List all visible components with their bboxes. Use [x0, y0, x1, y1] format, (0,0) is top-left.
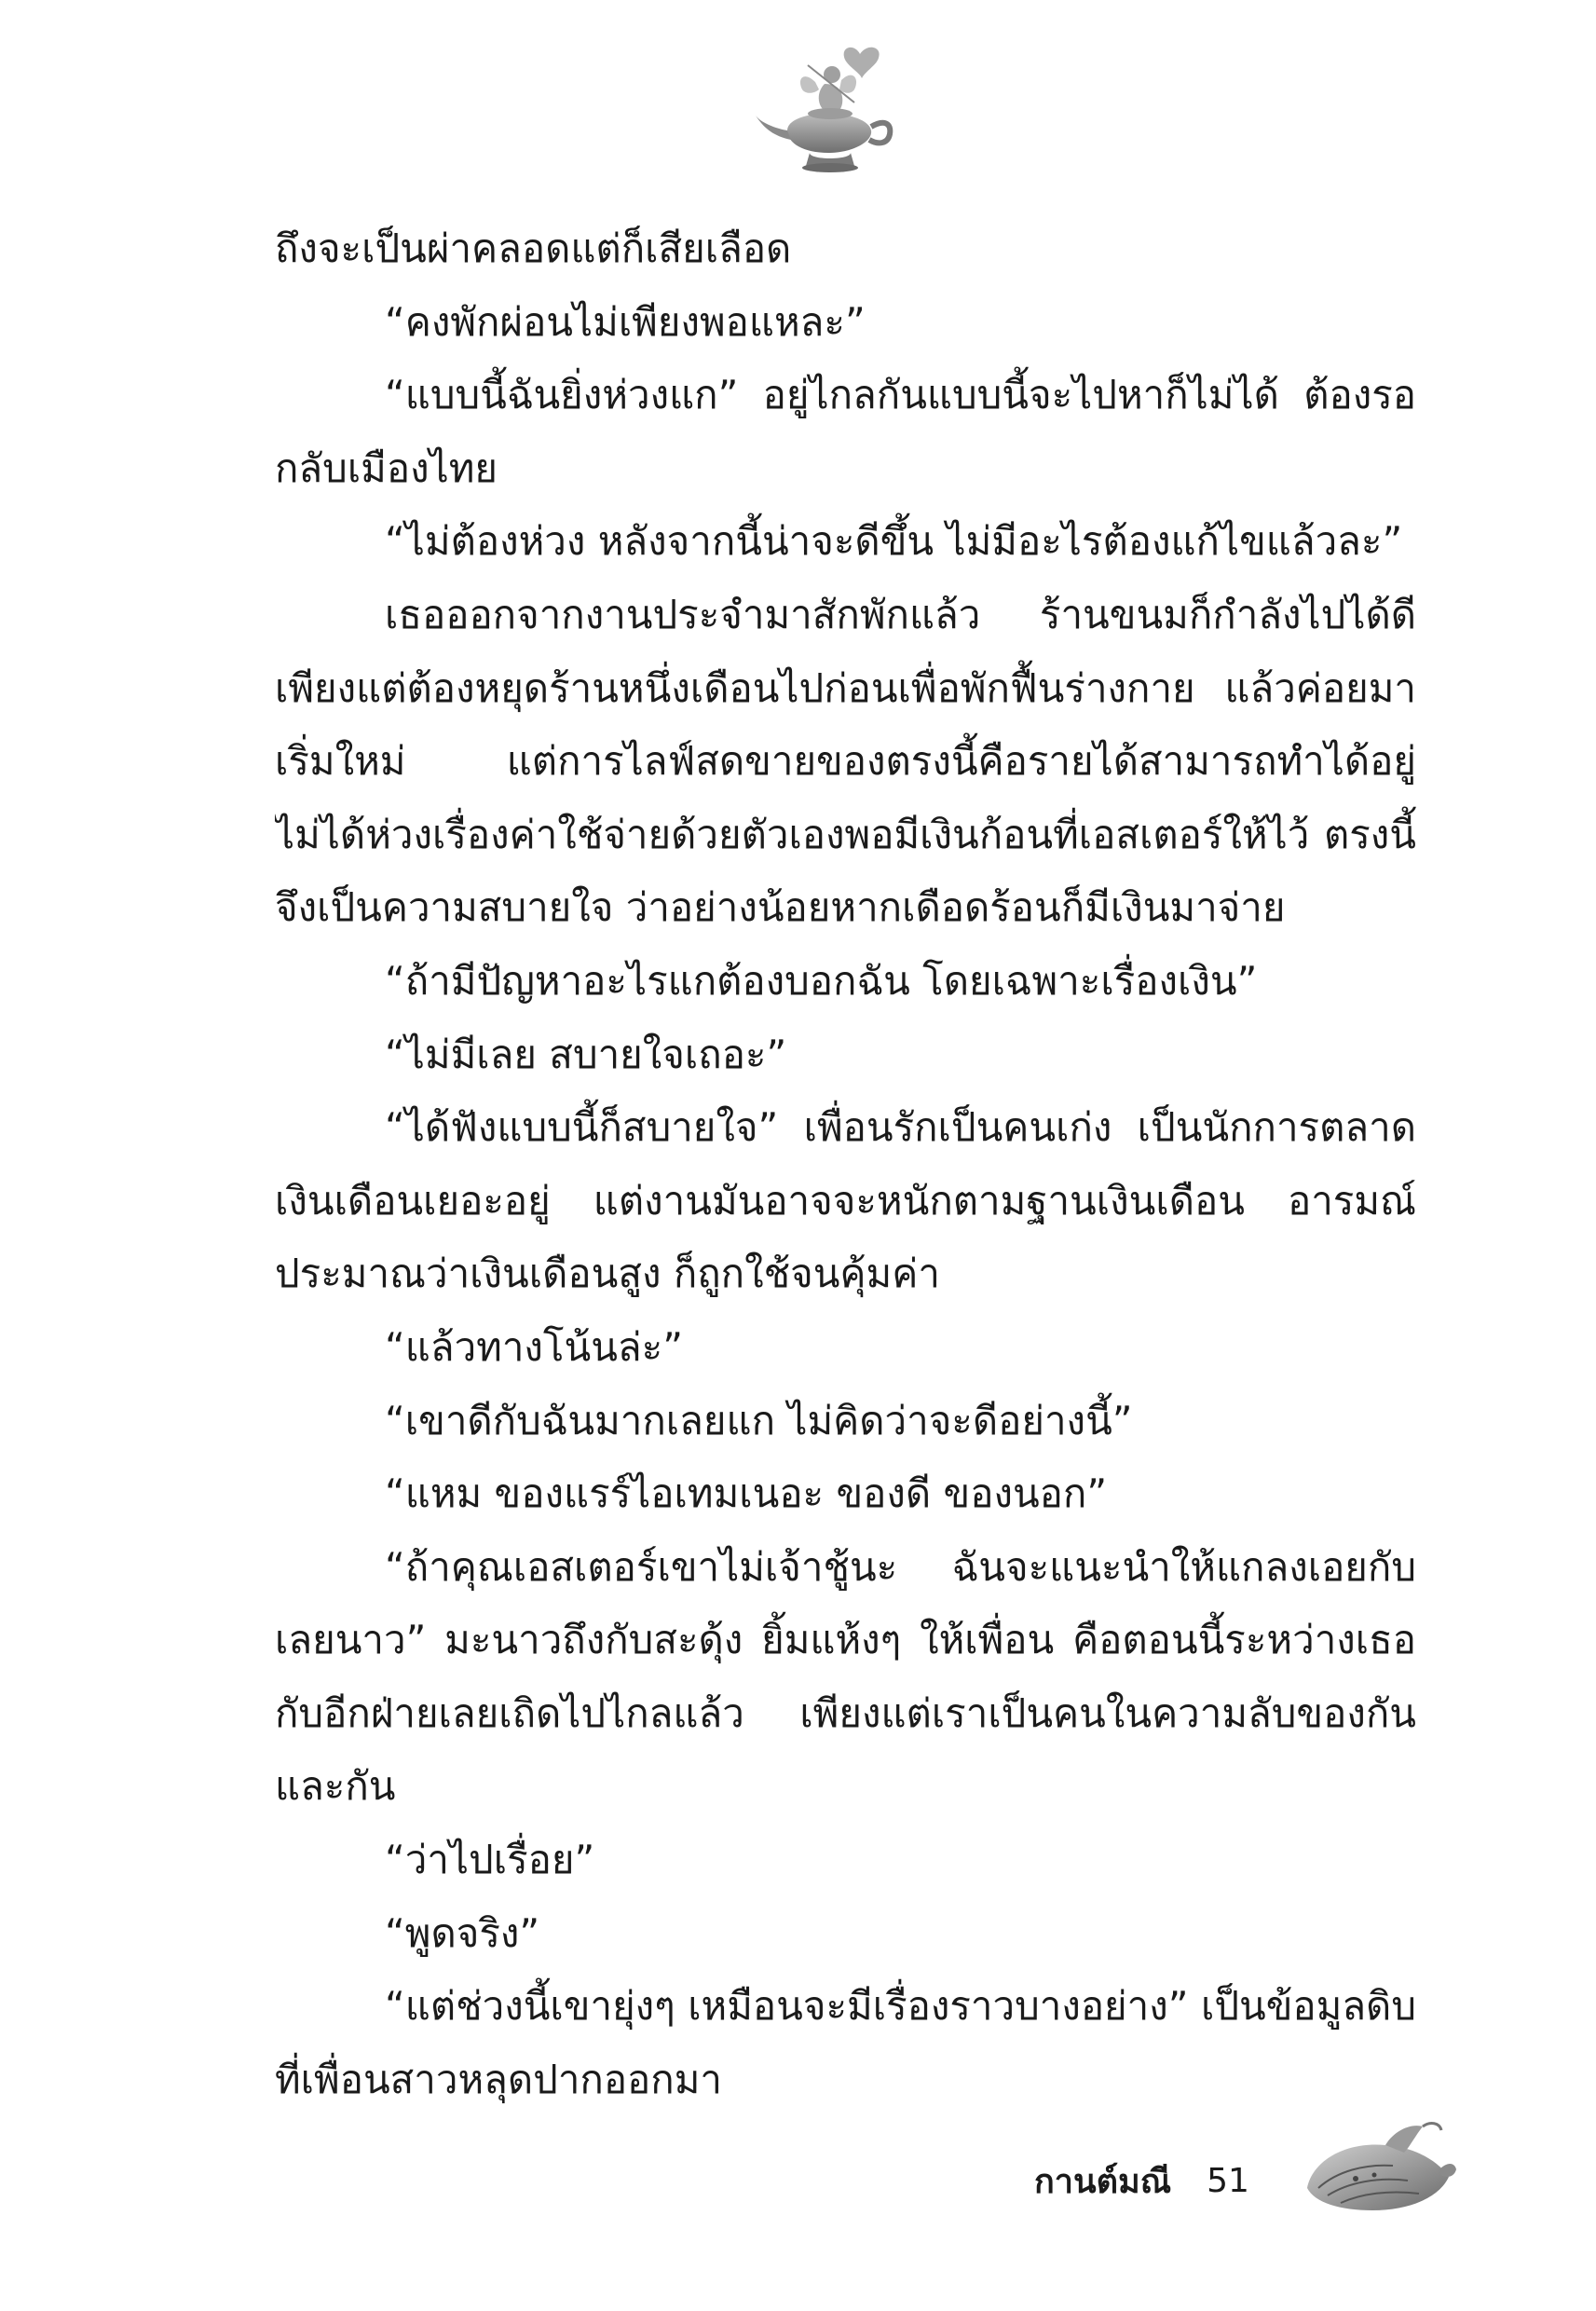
- book-title: กานต์มณี: [1034, 2162, 1172, 2201]
- text-line: ถึงจะเป็นผ่าคลอดแต่ก็เสียเลือด: [275, 226, 792, 271]
- page-footer: [1034, 2153, 1249, 2208]
- text-line: “แล้วทางโน้นล่ะ”: [385, 1323, 683, 1370]
- text-line: “แหม ของแรร์ไอเทมเนอะ ของดี ของนอก”: [385, 1470, 1108, 1517]
- text-line: “แต่ช่วงนี้เขายุ่งๆ เหมือนจะมีเรื่องราวบางอย่าง” เป็นข้อมูลดิบ: [385, 1983, 1416, 2030]
- text-line: เริ่มใหม่ แต่การไลฟ์สดขายของตรงนี้คือรายได้สามารถทำได้อยู่: [275, 738, 1416, 785]
- seashell-icon: [1300, 2113, 1458, 2225]
- text-line: ที่เพื่อนสาวหลุดปากออกมา: [275, 2056, 722, 2102]
- text-line: “คงพักผ่อนไม่เพียงพอแหละ”: [385, 298, 866, 345]
- text-line: กับอีกฝ่ายเลยเถิดไปไกลแล้ว เพียงแต่เราเป็นคนในความลับของกัน: [275, 1689, 1416, 1736]
- chapter-body-text: [275, 212, 1416, 2116]
- text-line: เพียงแต่ต้องหยุดร้านหนึ่งเดือนไปก่อนเพื่อพักฟื้นร่างกาย แล้วค่อยมา: [275, 664, 1416, 711]
- text-line: “พูดจริง”: [385, 1909, 540, 1956]
- text-line: “ไม่ต้องห่วง หลังจากนี้น่าจะดีขึ้น ไม่มีอะไรต้องแก้ไขแล้วละ”: [385, 518, 1403, 565]
- text-line: เงินเดือนเยอะอยู่ แต่งานมันอาจจะหนักตามฐานเงินเดือน อารมณ์: [275, 1177, 1416, 1224]
- text-line: “ไม่มีเลย สบายใจเถอะ”: [385, 1031, 787, 1077]
- text-line: เธอออกจากงานประจำมาสักพักแล้ว ร้านขนมก็กำลังไปได้ดี: [385, 591, 1416, 637]
- text-line: “ได้ฟังแบบนี้ก็สบายใจ” เพื่อนรักเป็นคนเก่ง เป็นนักการตลาด: [385, 1104, 1416, 1151]
- text-line: เลยนาว” มะนาวถึงกับสะดุ้ง ยิ้มแห้งๆ ให้เพื่อน คือตอนนี้ระหว่างเธอ: [275, 1617, 1416, 1663]
- text-line: ไม่ได้ห่วงเรื่องค่าใช้จ่ายด้วยตัวเองพอมีเงินก้อนที่เอสเตอร์ให้ไว้ ตรงนี้: [275, 811, 1416, 857]
- text-line: จึงเป็นความสบายใจ ว่าอย่างน้อยหากเดือดร้อนก็มีเงินมาจ่าย: [275, 884, 1286, 931]
- genie-lamp-icon: [750, 37, 908, 177]
- page-number: 51: [1207, 2161, 1249, 2200]
- text-line: ประมาณว่าเงินเดือนสูง ก็ถูกใช้จนคุ้มค่า: [275, 1251, 940, 1297]
- text-line: “ถ้าคุณเอสเตอร์เขาไม่เจ้าชู้นะ ฉันจะแนะนำให้แกลงเอยกับ: [385, 1543, 1416, 1590]
- text-line: “เขาดีกับฉันมากเลยแก ไม่คิดว่าจะดีอย่างนี้”: [385, 1397, 1133, 1443]
- text-line: และกัน: [275, 1763, 396, 1810]
- text-line: กลับเมืองไทย: [275, 444, 498, 491]
- text-line: “แบบนี้ฉันยิ่งห่วงแก” อยู่ไกลกันแบบนี้จะไปหาก็ไม่ได้ ต้องรอ: [385, 372, 1416, 418]
- text-line: “ว่าไปเรื่อย”: [385, 1837, 595, 1883]
- text-line: “ถ้ามีปัญหาอะไรแกต้องบอกฉัน โดยเฉพาะเรื่องเงิน”: [385, 957, 1258, 1004]
